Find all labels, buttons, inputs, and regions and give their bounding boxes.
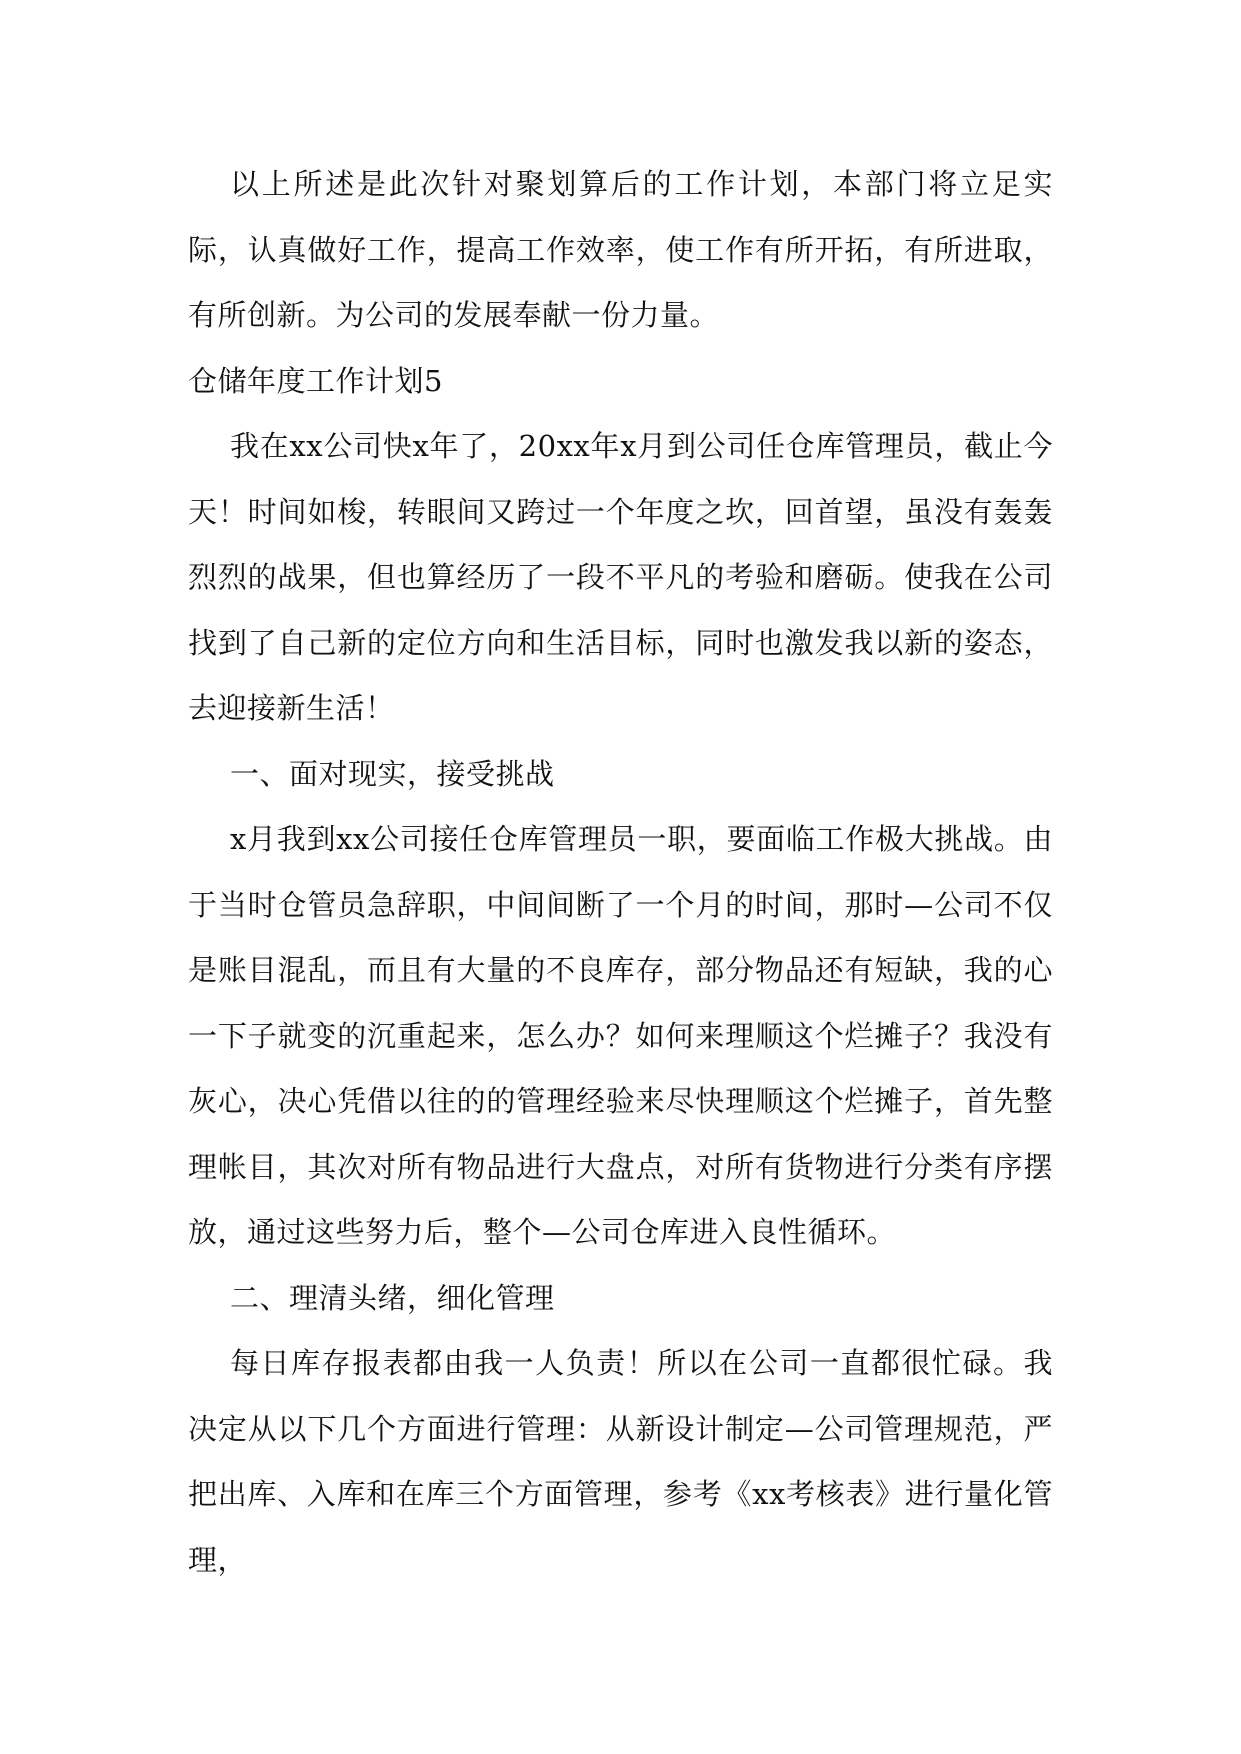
section-title: 仓储年度工作计划5 <box>188 363 443 398</box>
paragraph-face-reality: x月我到xx公司接任仓库管理员一职，要面临工作极大挑战。由于当时仓管员急辞职，中间间断了一个月的时间，那时—公司不仅是账目混乱，而且有大量的不良库存，部分物品还有短缺，我的心一下子就变的沉重起来，怎么办？如何来理顺这个烂摊子？我没有灰心，决心凭借以往的的管理经验来尽快理顺这个烂摊子，首先整理帐目，其次对所有物品进行大盘点，对所有货物进行分类有序摆放，通过这些努力后，整个—公司仓库进入良性循环。 <box>188 822 1053 1249</box>
closing-paragraph: 以上所述是此次针对聚划算后的工作计划，本部门将立足实际，认真做好工作，提高工作效率，使工作有所开拓，有所进取，有所创新。为公司的发展奉献一份力量。 <box>188 167 1053 332</box>
document-body <box>188 152 1053 1593</box>
heading-refine-management: 二、理清头绪，细化管理 <box>230 1280 555 1315</box>
paragraph-refine-management: 每日库存报表都由我一人负责！所以在公司一直都很忙碌。我决定从以下几个方面进行管理：从新设计制定—公司管理规范，严把出库、入库和在库三个方面管理，参考《xx考核表》进行量化管理， <box>188 1346 1053 1577</box>
intro-paragraph: 我在xx公司快x年了，20xx年x月到公司任仓库管理员，截止今天！时间如梭，转眼间又跨过一个年度之坎，回首望，虽没有轰轰烈烈的战果，但也算经历了一段不平凡的考验和磨砺。使我在公司找到了自己新的定位方向和生活目标，同时也激发我以新的姿态，去迎接新生活！ <box>188 429 1053 725</box>
heading-face-reality: 一、面对现实，接受挑战 <box>230 756 555 791</box>
